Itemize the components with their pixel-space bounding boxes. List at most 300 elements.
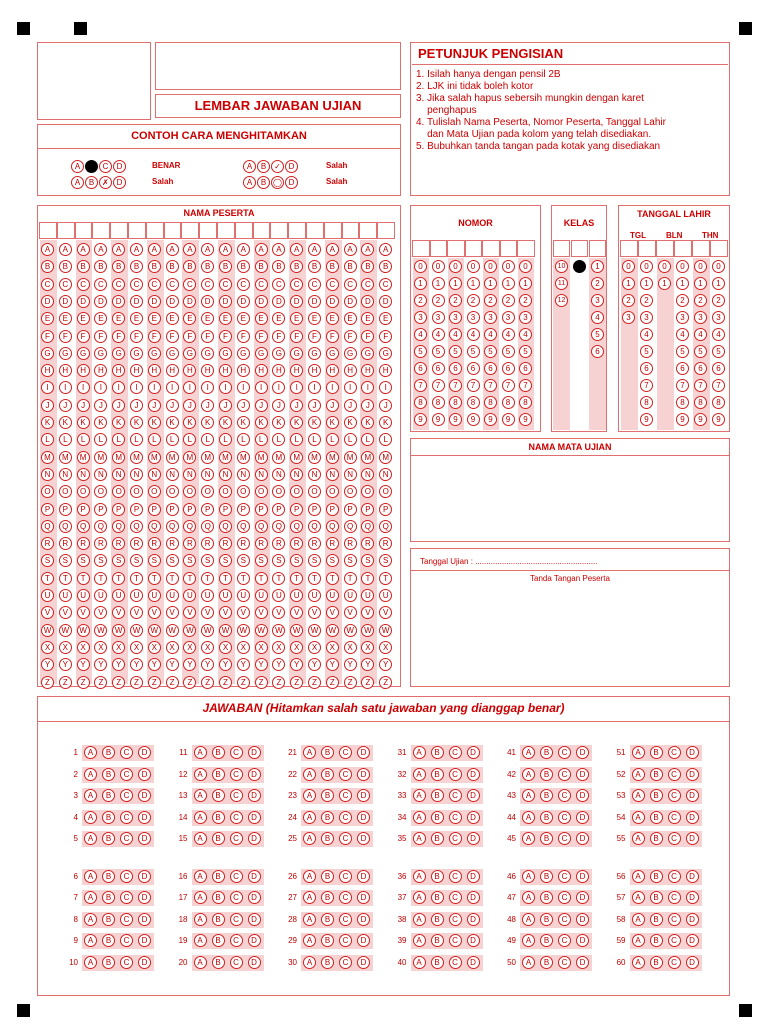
name-bubble[interactable]: U: [41, 589, 54, 602]
answer-bubble[interactable]: B: [650, 913, 663, 926]
answer-bubble[interactable]: B: [212, 832, 225, 845]
name-write-box[interactable]: [270, 222, 288, 239]
name-bubble[interactable]: M: [255, 451, 268, 464]
name-bubble[interactable]: W: [130, 624, 143, 637]
name-bubble[interactable]: S: [94, 554, 107, 567]
answer-bubble[interactable]: D: [357, 956, 370, 969]
answer-bubble[interactable]: C: [449, 832, 462, 845]
answer-bubble[interactable]: C: [668, 811, 681, 824]
name-bubble[interactable]: J: [148, 399, 161, 412]
class-bubble-filled[interactable]: [573, 260, 586, 273]
name-bubble[interactable]: Y: [237, 658, 250, 671]
name-bubble[interactable]: X: [41, 641, 54, 654]
name-bubble[interactable]: Q: [308, 520, 321, 533]
birth-bubble[interactable]: 8: [676, 396, 689, 409]
answer-bubble[interactable]: D: [467, 913, 480, 926]
number-bubble[interactable]: 4: [502, 328, 515, 341]
name-bubble[interactable]: S: [379, 554, 392, 567]
answer-bubble[interactable]: A: [522, 768, 535, 781]
name-bubble[interactable]: S: [130, 554, 143, 567]
name-bubble[interactable]: Z: [272, 676, 285, 689]
class-bubble[interactable]: 6: [591, 345, 604, 358]
name-bubble[interactable]: G: [237, 347, 250, 360]
name-bubble[interactable]: J: [361, 399, 374, 412]
answer-bubble[interactable]: D: [576, 913, 589, 926]
name-bubble[interactable]: T: [166, 572, 179, 585]
name-write-box[interactable]: [306, 222, 324, 239]
name-bubble[interactable]: H: [201, 364, 214, 377]
answer-bubble[interactable]: B: [321, 870, 334, 883]
name-bubble[interactable]: T: [326, 572, 339, 585]
name-bubble[interactable]: M: [59, 451, 72, 464]
name-bubble[interactable]: X: [77, 641, 90, 654]
name-bubble[interactable]: G: [326, 347, 339, 360]
answer-bubble[interactable]: D: [686, 934, 699, 947]
answer-bubble[interactable]: D: [138, 913, 151, 926]
name-bubble[interactable]: N: [41, 468, 54, 481]
name-bubble[interactable]: S: [237, 554, 250, 567]
birth-write-box[interactable]: [710, 240, 728, 257]
name-bubble[interactable]: U: [219, 589, 232, 602]
number-bubble[interactable]: 0: [519, 260, 532, 273]
name-bubble[interactable]: A: [255, 243, 268, 256]
name-bubble[interactable]: P: [112, 503, 125, 516]
name-bubble[interactable]: J: [326, 399, 339, 412]
name-write-box[interactable]: [39, 222, 57, 239]
number-bubble[interactable]: 1: [484, 277, 497, 290]
name-bubble[interactable]: V: [255, 606, 268, 619]
name-bubble[interactable]: W: [77, 624, 90, 637]
name-bubble[interactable]: E: [112, 312, 125, 325]
answer-bubble[interactable]: A: [522, 789, 535, 802]
name-bubble[interactable]: B: [183, 260, 196, 273]
name-bubble[interactable]: J: [59, 399, 72, 412]
name-bubble[interactable]: I: [326, 381, 339, 394]
name-bubble[interactable]: Y: [308, 658, 321, 671]
name-bubble[interactable]: D: [379, 295, 392, 308]
birth-bubble[interactable]: 4: [676, 328, 689, 341]
name-bubble[interactable]: V: [201, 606, 214, 619]
name-bubble[interactable]: M: [166, 451, 179, 464]
name-bubble[interactable]: X: [94, 641, 107, 654]
birth-bubble[interactable]: 5: [640, 345, 653, 358]
number-bubble[interactable]: 3: [519, 311, 532, 324]
answer-bubble[interactable]: A: [632, 811, 645, 824]
birth-write-box[interactable]: [674, 240, 692, 257]
name-bubble[interactable]: L: [255, 433, 268, 446]
answer-bubble[interactable]: C: [339, 832, 352, 845]
name-bubble[interactable]: S: [77, 554, 90, 567]
name-bubble[interactable]: U: [130, 589, 143, 602]
birth-write-box[interactable]: [656, 240, 674, 257]
name-bubble[interactable]: F: [201, 330, 214, 343]
answer-bubble[interactable]: B: [102, 789, 115, 802]
answer-bubble[interactable]: B: [212, 891, 225, 904]
name-bubble[interactable]: N: [255, 468, 268, 481]
answer-bubble[interactable]: A: [194, 870, 207, 883]
answer-bubble[interactable]: A: [303, 746, 316, 759]
name-bubble[interactable]: H: [166, 364, 179, 377]
name-bubble[interactable]: N: [166, 468, 179, 481]
name-bubble[interactable]: J: [41, 399, 54, 412]
name-bubble[interactable]: G: [272, 347, 285, 360]
name-bubble[interactable]: Y: [201, 658, 214, 671]
answer-bubble[interactable]: B: [321, 934, 334, 947]
birth-bubble[interactable]: 7: [694, 379, 707, 392]
name-bubble[interactable]: L: [166, 433, 179, 446]
name-bubble[interactable]: O: [308, 485, 321, 498]
name-bubble[interactable]: D: [272, 295, 285, 308]
name-bubble[interactable]: C: [255, 278, 268, 291]
name-bubble[interactable]: H: [344, 364, 357, 377]
answer-bubble[interactable]: C: [230, 746, 243, 759]
name-bubble[interactable]: A: [59, 243, 72, 256]
name-write-box[interactable]: [288, 222, 306, 239]
name-bubble[interactable]: R: [219, 537, 232, 550]
answer-bubble[interactable]: C: [339, 891, 352, 904]
name-bubble[interactable]: L: [308, 433, 321, 446]
answer-bubble[interactable]: C: [339, 811, 352, 824]
answer-bubble[interactable]: B: [102, 913, 115, 926]
answer-bubble[interactable]: A: [413, 934, 426, 947]
name-bubble[interactable]: C: [183, 278, 196, 291]
name-bubble[interactable]: L: [237, 433, 250, 446]
name-bubble[interactable]: O: [77, 485, 90, 498]
number-bubble[interactable]: 9: [414, 413, 427, 426]
name-bubble[interactable]: H: [130, 364, 143, 377]
answer-bubble[interactable]: A: [413, 811, 426, 824]
answer-bubble[interactable]: C: [558, 832, 571, 845]
answer-bubble[interactable]: D: [686, 956, 699, 969]
answer-bubble[interactable]: A: [194, 913, 207, 926]
number-bubble[interactable]: 9: [467, 413, 480, 426]
name-bubble[interactable]: W: [183, 624, 196, 637]
name-bubble[interactable]: X: [201, 641, 214, 654]
name-bubble[interactable]: W: [272, 624, 285, 637]
number-bubble[interactable]: 8: [449, 396, 462, 409]
name-bubble[interactable]: F: [290, 330, 303, 343]
name-write-box[interactable]: [217, 222, 235, 239]
answer-bubble[interactable]: D: [686, 913, 699, 926]
name-bubble[interactable]: K: [41, 416, 54, 429]
answer-bubble[interactable]: A: [632, 768, 645, 781]
answer-bubble[interactable]: C: [339, 768, 352, 781]
name-bubble[interactable]: Z: [41, 676, 54, 689]
name-bubble[interactable]: M: [77, 451, 90, 464]
name-bubble[interactable]: C: [59, 278, 72, 291]
answer-bubble[interactable]: B: [321, 891, 334, 904]
name-bubble[interactable]: U: [290, 589, 303, 602]
name-bubble[interactable]: T: [112, 572, 125, 585]
name-bubble[interactable]: P: [166, 503, 179, 516]
number-bubble[interactable]: 5: [484, 345, 497, 358]
answer-bubble[interactable]: D: [357, 811, 370, 824]
name-bubble[interactable]: C: [94, 278, 107, 291]
birth-bubble[interactable]: 0: [676, 260, 689, 273]
birth-bubble[interactable]: 3: [640, 311, 653, 324]
birth-bubble[interactable]: 0: [694, 260, 707, 273]
name-bubble[interactable]: S: [308, 554, 321, 567]
answer-bubble[interactable]: C: [120, 811, 133, 824]
name-bubble[interactable]: P: [94, 503, 107, 516]
name-bubble[interactable]: Y: [379, 658, 392, 671]
name-bubble[interactable]: C: [130, 278, 143, 291]
name-bubble[interactable]: W: [201, 624, 214, 637]
name-bubble[interactable]: E: [361, 312, 374, 325]
name-bubble[interactable]: Q: [361, 520, 374, 533]
name-bubble[interactable]: X: [361, 641, 374, 654]
name-bubble[interactable]: P: [290, 503, 303, 516]
name-bubble[interactable]: J: [290, 399, 303, 412]
number-bubble[interactable]: 8: [432, 396, 445, 409]
name-bubble[interactable]: O: [272, 485, 285, 498]
name-bubble[interactable]: I: [379, 381, 392, 394]
name-bubble[interactable]: W: [219, 624, 232, 637]
name-bubble[interactable]: Q: [237, 520, 250, 533]
name-bubble[interactable]: K: [308, 416, 321, 429]
answer-bubble[interactable]: C: [120, 768, 133, 781]
name-bubble[interactable]: F: [94, 330, 107, 343]
name-bubble[interactable]: X: [237, 641, 250, 654]
name-bubble[interactable]: U: [255, 589, 268, 602]
answer-bubble[interactable]: B: [321, 956, 334, 969]
name-bubble[interactable]: A: [272, 243, 285, 256]
name-bubble[interactable]: C: [361, 278, 374, 291]
name-bubble[interactable]: V: [112, 606, 125, 619]
name-bubble[interactable]: W: [112, 624, 125, 637]
name-bubble[interactable]: R: [361, 537, 374, 550]
name-bubble[interactable]: N: [59, 468, 72, 481]
name-bubble[interactable]: Y: [148, 658, 161, 671]
answer-bubble[interactable]: D: [576, 746, 589, 759]
name-bubble[interactable]: Q: [290, 520, 303, 533]
birth-bubble[interactable]: 9: [640, 413, 653, 426]
name-bubble[interactable]: O: [344, 485, 357, 498]
number-bubble[interactable]: 1: [519, 277, 532, 290]
name-bubble[interactable]: Q: [326, 520, 339, 533]
answer-bubble[interactable]: C: [120, 789, 133, 802]
answer-bubble[interactable]: D: [138, 746, 151, 759]
answer-bubble[interactable]: D: [138, 768, 151, 781]
name-bubble[interactable]: S: [290, 554, 303, 567]
class-write-box[interactable]: [589, 240, 606, 257]
name-bubble[interactable]: E: [183, 312, 196, 325]
name-bubble[interactable]: B: [148, 260, 161, 273]
name-bubble[interactable]: R: [379, 537, 392, 550]
name-bubble[interactable]: Q: [77, 520, 90, 533]
name-bubble[interactable]: E: [344, 312, 357, 325]
answer-bubble[interactable]: B: [431, 870, 444, 883]
answer-bubble[interactable]: D: [138, 832, 151, 845]
name-bubble[interactable]: T: [130, 572, 143, 585]
answer-bubble[interactable]: A: [413, 956, 426, 969]
birth-bubble[interactable]: 8: [694, 396, 707, 409]
name-bubble[interactable]: U: [94, 589, 107, 602]
birth-bubble[interactable]: 4: [694, 328, 707, 341]
name-bubble[interactable]: W: [59, 624, 72, 637]
name-bubble[interactable]: Z: [59, 676, 72, 689]
answer-bubble[interactable]: A: [194, 811, 207, 824]
answer-bubble[interactable]: A: [303, 811, 316, 824]
name-bubble[interactable]: B: [112, 260, 125, 273]
name-bubble[interactable]: Q: [112, 520, 125, 533]
name-bubble[interactable]: Y: [130, 658, 143, 671]
name-bubble[interactable]: D: [361, 295, 374, 308]
name-bubble[interactable]: E: [201, 312, 214, 325]
answer-bubble[interactable]: A: [413, 913, 426, 926]
name-bubble[interactable]: L: [379, 433, 392, 446]
name-bubble[interactable]: T: [344, 572, 357, 585]
name-bubble[interactable]: B: [201, 260, 214, 273]
answer-bubble[interactable]: C: [120, 913, 133, 926]
name-bubble[interactable]: H: [308, 364, 321, 377]
name-bubble[interactable]: A: [94, 243, 107, 256]
name-bubble[interactable]: B: [219, 260, 232, 273]
name-write-box[interactable]: [181, 222, 199, 239]
name-bubble[interactable]: V: [41, 606, 54, 619]
name-bubble[interactable]: N: [201, 468, 214, 481]
answer-bubble[interactable]: C: [120, 832, 133, 845]
name-bubble[interactable]: J: [237, 399, 250, 412]
answer-bubble[interactable]: B: [431, 811, 444, 824]
name-bubble[interactable]: L: [272, 433, 285, 446]
answer-bubble[interactable]: A: [84, 870, 97, 883]
name-bubble[interactable]: I: [201, 381, 214, 394]
answer-bubble[interactable]: C: [339, 789, 352, 802]
name-bubble[interactable]: D: [219, 295, 232, 308]
name-bubble[interactable]: E: [77, 312, 90, 325]
name-bubble[interactable]: U: [148, 589, 161, 602]
name-bubble[interactable]: X: [166, 641, 179, 654]
answer-bubble[interactable]: C: [668, 789, 681, 802]
name-bubble[interactable]: A: [219, 243, 232, 256]
name-bubble[interactable]: D: [237, 295, 250, 308]
class-bubble[interactable]: 5: [591, 328, 604, 341]
name-bubble[interactable]: R: [255, 537, 268, 550]
name-bubble[interactable]: F: [166, 330, 179, 343]
name-bubble[interactable]: W: [166, 624, 179, 637]
answer-bubble[interactable]: A: [84, 934, 97, 947]
name-bubble[interactable]: K: [361, 416, 374, 429]
name-bubble[interactable]: F: [148, 330, 161, 343]
answer-bubble[interactable]: A: [303, 934, 316, 947]
name-bubble[interactable]: P: [130, 503, 143, 516]
answer-bubble[interactable]: A: [632, 934, 645, 947]
name-bubble[interactable]: P: [237, 503, 250, 516]
name-bubble[interactable]: T: [361, 572, 374, 585]
answer-bubble[interactable]: C: [449, 870, 462, 883]
name-bubble[interactable]: J: [272, 399, 285, 412]
number-bubble[interactable]: 5: [449, 345, 462, 358]
name-bubble[interactable]: A: [112, 243, 125, 256]
birth-bubble[interactable]: 3: [622, 311, 635, 324]
name-bubble[interactable]: O: [201, 485, 214, 498]
answer-bubble[interactable]: D: [467, 891, 480, 904]
answer-bubble[interactable]: D: [576, 891, 589, 904]
answer-bubble[interactable]: D: [248, 789, 261, 802]
name-bubble[interactable]: P: [59, 503, 72, 516]
name-write-box[interactable]: [359, 222, 377, 239]
number-write-box[interactable]: [517, 240, 535, 257]
name-bubble[interactable]: N: [77, 468, 90, 481]
name-bubble[interactable]: Y: [361, 658, 374, 671]
name-bubble[interactable]: W: [344, 624, 357, 637]
number-bubble[interactable]: 7: [502, 379, 515, 392]
number-bubble[interactable]: 8: [502, 396, 515, 409]
birth-bubble[interactable]: 2: [694, 294, 707, 307]
name-bubble[interactable]: O: [166, 485, 179, 498]
name-bubble[interactable]: R: [41, 537, 54, 550]
answer-bubble[interactable]: C: [339, 746, 352, 759]
name-bubble[interactable]: L: [361, 433, 374, 446]
name-write-box[interactable]: [110, 222, 128, 239]
name-bubble[interactable]: R: [326, 537, 339, 550]
number-bubble[interactable]: 7: [519, 379, 532, 392]
birth-bubble[interactable]: 5: [676, 345, 689, 358]
name-bubble[interactable]: M: [237, 451, 250, 464]
name-write-box[interactable]: [342, 222, 360, 239]
answer-bubble[interactable]: B: [540, 956, 553, 969]
name-bubble[interactable]: Q: [219, 520, 232, 533]
answer-bubble[interactable]: A: [413, 832, 426, 845]
name-bubble[interactable]: O: [361, 485, 374, 498]
name-bubble[interactable]: J: [94, 399, 107, 412]
name-bubble[interactable]: O: [41, 485, 54, 498]
number-bubble[interactable]: 6: [449, 362, 462, 375]
answer-bubble[interactable]: D: [467, 768, 480, 781]
name-bubble[interactable]: A: [130, 243, 143, 256]
name-bubble[interactable]: M: [201, 451, 214, 464]
name-bubble[interactable]: I: [237, 381, 250, 394]
name-bubble[interactable]: D: [326, 295, 339, 308]
name-bubble[interactable]: K: [237, 416, 250, 429]
name-bubble[interactable]: I: [130, 381, 143, 394]
name-bubble[interactable]: T: [94, 572, 107, 585]
answer-bubble[interactable]: D: [138, 934, 151, 947]
answer-bubble[interactable]: A: [84, 891, 97, 904]
name-bubble[interactable]: Q: [255, 520, 268, 533]
name-bubble[interactable]: G: [166, 347, 179, 360]
answer-bubble[interactable]: B: [102, 934, 115, 947]
name-bubble[interactable]: P: [77, 503, 90, 516]
name-bubble[interactable]: S: [59, 554, 72, 567]
name-bubble[interactable]: O: [237, 485, 250, 498]
name-write-box[interactable]: [128, 222, 146, 239]
name-bubble[interactable]: A: [308, 243, 321, 256]
birth-bubble[interactable]: 8: [640, 396, 653, 409]
number-bubble[interactable]: 3: [449, 311, 462, 324]
number-bubble[interactable]: 5: [467, 345, 480, 358]
name-bubble[interactable]: L: [94, 433, 107, 446]
name-bubble[interactable]: Q: [130, 520, 143, 533]
name-bubble[interactable]: L: [326, 433, 339, 446]
name-bubble[interactable]: U: [344, 589, 357, 602]
name-bubble[interactable]: M: [290, 451, 303, 464]
name-bubble[interactable]: I: [219, 381, 232, 394]
name-bubble[interactable]: G: [201, 347, 214, 360]
answer-bubble[interactable]: A: [303, 789, 316, 802]
answer-bubble[interactable]: C: [230, 934, 243, 947]
answer-bubble[interactable]: C: [668, 913, 681, 926]
answer-bubble[interactable]: B: [650, 891, 663, 904]
answer-bubble[interactable]: B: [650, 870, 663, 883]
number-bubble[interactable]: 5: [502, 345, 515, 358]
name-bubble[interactable]: V: [344, 606, 357, 619]
name-bubble[interactable]: O: [148, 485, 161, 498]
number-bubble[interactable]: 6: [467, 362, 480, 375]
answer-bubble[interactable]: C: [230, 768, 243, 781]
answer-bubble[interactable]: C: [449, 746, 462, 759]
